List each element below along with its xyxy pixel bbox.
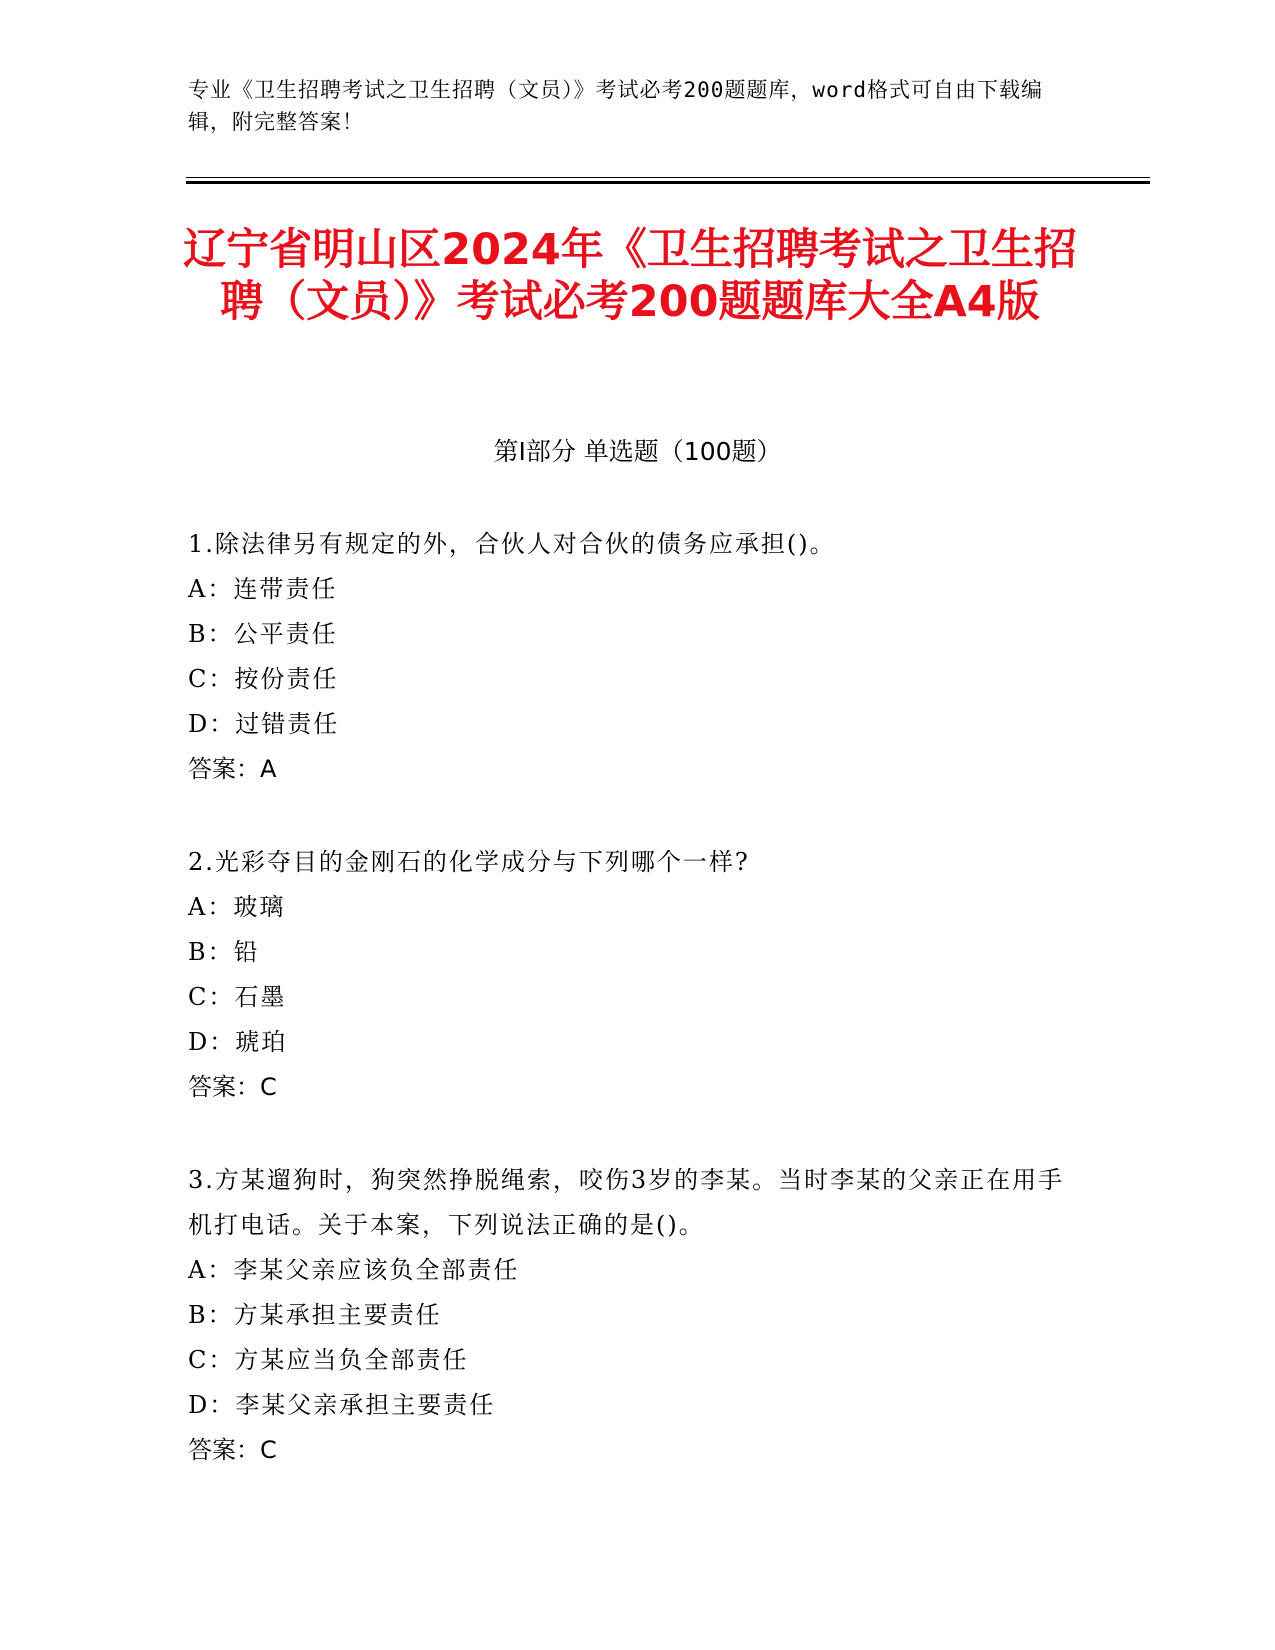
question-2 bbox=[188, 840, 1068, 1110]
option-a: A：李某父亲应该负全部责任 bbox=[188, 1256, 520, 1284]
option-b: B：铅 bbox=[188, 938, 260, 966]
header-divider-thick bbox=[186, 181, 1150, 184]
answer: 答案：C bbox=[188, 1073, 277, 1101]
header-note: 专业《卫生招聘考试之卫生招聘（文员）》考试必考200题题库，word格式可自由下载编辑，附完整答案！ bbox=[188, 78, 1043, 134]
option-a: A：连带责任 bbox=[188, 575, 338, 603]
section-title: 第I部分 单选题（100题） bbox=[493, 437, 782, 466]
document-title: 辽宁省明山区2024年《卫生招聘考试之卫生招聘（文员）》考试必考200题题库大全A4版 bbox=[183, 225, 1077, 327]
option-c: C：方某应当负全部责任 bbox=[188, 1346, 469, 1374]
option-d: D：琥珀 bbox=[188, 1028, 288, 1056]
header-divider-thin bbox=[186, 177, 1150, 178]
question-3 bbox=[188, 1158, 1068, 1473]
answer: 答案：A bbox=[188, 755, 277, 783]
question-stem: 2.光彩夺目的金刚石的化学成分与下列哪个一样? bbox=[188, 848, 750, 876]
option-d: D：过错责任 bbox=[188, 710, 340, 738]
question-stem: 3.方某遛狗时，狗突然挣脱绳索，咬伤3岁的李某。当时李某的父亲正在用手机打电话。关于本案，下列说法正确的是()。 bbox=[188, 1166, 1065, 1239]
option-c: C：石墨 bbox=[188, 983, 287, 1011]
question-stem: 1.除法律另有规定的外，合伙人对合伙的债务应承担()。 bbox=[188, 530, 836, 558]
option-b: B：公平责任 bbox=[188, 620, 338, 648]
answer: 答案：C bbox=[188, 1436, 277, 1464]
option-b: B：方某承担主要责任 bbox=[188, 1301, 442, 1329]
option-a: A：玻璃 bbox=[188, 893, 286, 921]
option-d: D：李某父亲承担主要责任 bbox=[188, 1391, 496, 1419]
option-c: C：按份责任 bbox=[188, 665, 339, 693]
question-1 bbox=[188, 522, 1068, 792]
